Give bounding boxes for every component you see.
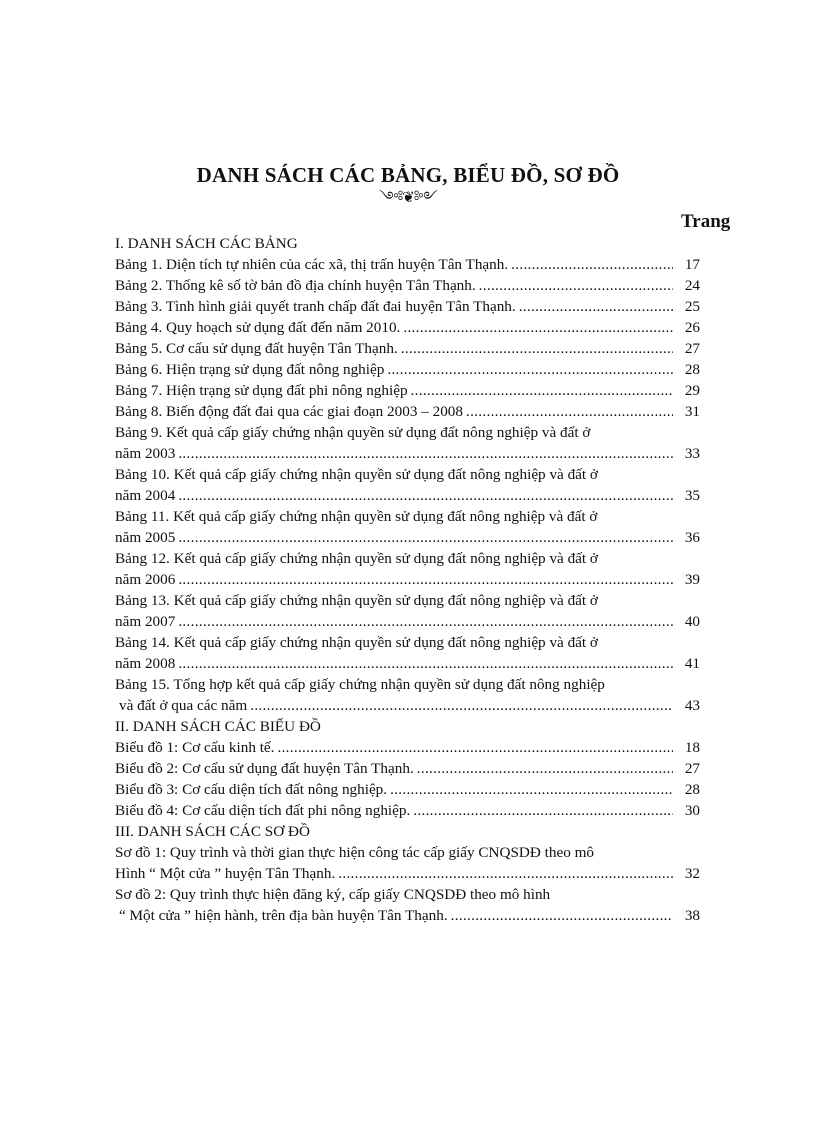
toc-entry-text: Biểu đồ 1: Cơ cấu kinh tế.: [115, 739, 275, 756]
dot-leader: [451, 905, 673, 926]
toc-entry: [115, 443, 700, 464]
toc-entry-first-line: Bảng 9. Kết quả cấp giấy chứng nhận quyền sử dụng đất nông nghiệp và đất ở: [115, 424, 591, 441]
toc-entry: [115, 485, 700, 506]
toc-entry: [115, 779, 700, 800]
toc-entry-first-line: Bảng 15. Tổng hợp kết quả cấp giấy chứng nhận quyền sử dụng đất nông nghiệp: [115, 676, 605, 693]
toc-page-number: 30: [684, 802, 700, 819]
dot-leader: [178, 653, 673, 674]
dot-leader: [277, 737, 673, 758]
dot-leader: [519, 296, 673, 317]
toc-entry-text: Biểu đồ 3: Cơ cấu diện tích đất nông nghiệp.: [115, 781, 388, 798]
toc-entry-text: năm 2004: [115, 487, 176, 504]
toc-page-number: 38: [684, 907, 700, 924]
toc-page-number: 28: [684, 781, 700, 798]
dot-leader: [338, 863, 673, 884]
toc-entry-text: Bảng 6. Hiện trạng sử dụng đất nông nghiệp: [115, 361, 385, 378]
toc-entry-text: Bảng 7. Hiện trạng sử dụng đất phi nông nghiệp: [115, 382, 408, 399]
toc-page-number: 33: [684, 445, 700, 462]
section-heading: I. DANH SÁCH CÁC BẢNG: [115, 235, 298, 252]
toc-entry-text: năm 2005: [115, 529, 176, 546]
toc-page-number: 24: [684, 277, 700, 294]
section-heading: III. DANH SÁCH CÁC SƠ ĐỒ: [115, 823, 310, 840]
dot-leader: [403, 317, 673, 338]
toc-entry: [115, 653, 700, 674]
toc-page-number: 41: [684, 655, 700, 672]
toc-entry-text: “ Một cửa ” hiện hành, trên địa bàn huyện Tân Thạnh.: [119, 907, 448, 924]
dot-leader: [417, 758, 673, 779]
toc-entry: [115, 527, 700, 548]
toc-entry: [115, 359, 700, 380]
dot-leader: [401, 338, 673, 359]
dot-leader: [466, 401, 673, 422]
toc-entry: [115, 695, 700, 716]
dot-leader: [390, 779, 673, 800]
toc-page-number: 31: [684, 403, 700, 420]
toc-page-number: 29: [684, 382, 700, 399]
toc-entry: [115, 737, 700, 758]
toc-entry: [115, 611, 700, 632]
toc-entry-text: Biểu đồ 2: Cơ cấu sử dụng đất huyện Tân Thạnh.: [115, 760, 414, 777]
dot-leader: [178, 527, 673, 548]
dot-leader: [178, 611, 673, 632]
toc-entry-text: năm 2003: [115, 445, 176, 462]
ornament-divider-icon: ༺❦༻: [379, 190, 437, 206]
dot-leader: [250, 695, 673, 716]
toc-entry-text: năm 2007: [115, 613, 176, 630]
dot-leader: [178, 485, 673, 506]
toc-entry-text: Bảng 3. Tình hình giải quyết tranh chấp đất đai huyện Tân Thạnh.: [115, 298, 516, 315]
toc-page-number: 27: [684, 760, 700, 777]
toc-page-number: 39: [684, 571, 700, 588]
toc-entry-text: Bảng 8. Biến động đất đai qua các giai đoạn 2003 – 2008: [115, 403, 463, 420]
toc-page-number: 32: [684, 865, 700, 882]
toc-entry: [115, 800, 700, 821]
dot-leader: [511, 254, 673, 275]
dot-leader: [178, 569, 673, 590]
toc-entry-first-line: Bảng 10. Kết quả cấp giấy chứng nhận quyền sử dụng đất nông nghiệp và đất ở: [115, 466, 598, 483]
toc-entry: [115, 380, 700, 401]
dot-leader: [413, 800, 673, 821]
toc-entry: [115, 317, 700, 338]
toc-page-number: 36: [684, 529, 700, 546]
toc-entry-text: năm 2006: [115, 571, 176, 588]
toc-entry: [115, 401, 700, 422]
toc-entry: [115, 905, 700, 926]
page-title: DANH SÁCH CÁC BẢNG, BIỂU ĐỒ, SƠ ĐỒ: [196, 163, 620, 187]
dot-leader: [479, 275, 673, 296]
dot-leader: [178, 443, 673, 464]
section-heading: II. DANH SÁCH CÁC BIỂU ĐỒ: [115, 718, 321, 735]
toc-entry-text: Bảng 4. Quy hoạch sử dụng đất đến năm 2010.: [115, 319, 401, 336]
dot-leader: [411, 380, 673, 401]
toc-entry: [115, 569, 700, 590]
toc-page-number: 40: [684, 613, 700, 630]
toc-entry: [115, 296, 700, 317]
toc-entry-first-line: Bảng 14. Kết quả cấp giấy chứng nhận quyền sử dụng đất nông nghiệp và đất ở: [115, 634, 598, 651]
toc-entry-first-line: Bảng 12. Kết quả cấp giấy chứng nhận quyền sử dụng đất nông nghiệp và đất ở: [115, 550, 598, 567]
toc-page-number: 43: [684, 697, 700, 714]
toc-entry-first-line: Sơ đồ 1: Quy trình và thời gian thực hiện công tác cấp giấy CNQSDĐ theo mô: [115, 844, 594, 861]
toc-entry-text: Hình “ Một cửa ” huyện Tân Thạnh.: [115, 865, 336, 882]
toc-entry: [115, 254, 700, 275]
toc-page-number: 26: [684, 319, 700, 336]
toc-entry-text: Bảng 2. Thống kê số tờ bản đồ địa chính huyện Tân Thạnh.: [115, 277, 476, 294]
toc-entry-text: Bảng 1. Diện tích tự nhiên của các xã, thị trấn huyện Tân Thạnh.: [115, 256, 509, 273]
toc-page-number: 18: [684, 739, 700, 756]
toc-page-number: 28: [684, 361, 700, 378]
toc-entry: [115, 275, 700, 296]
toc-entry-text: Biểu đồ 4: Cơ cấu diện tích đất phi nông nghiệp.: [115, 802, 411, 819]
toc-entry-text: năm 2008: [115, 655, 176, 672]
toc-entry: [115, 863, 700, 884]
toc-page-number: 17: [684, 256, 700, 273]
table-of-contents: [115, 233, 700, 926]
page-column-label: Trang: [681, 211, 731, 232]
toc-entry: [115, 338, 700, 359]
toc-entry-text: Bảng 5. Cơ cấu sử dụng đất huyện Tân Thạnh.: [115, 340, 398, 357]
toc-entry-first-line: Sơ đồ 2: Quy trình thực hiện đăng ký, cấp giấy CNQSDĐ theo mô hình: [115, 886, 551, 903]
dot-leader: [387, 359, 673, 380]
toc-entry: [115, 758, 700, 779]
toc-entry-first-line: Bảng 11. Kết quả cấp giấy chứng nhận quyền sử dụng đất nông nghiệp và đất ở: [115, 508, 598, 525]
toc-page-number: 25: [684, 298, 700, 315]
toc-page-number: 27: [684, 340, 700, 357]
toc-entry-first-line: Bảng 13. Kết quả cấp giấy chứng nhận quyền sử dụng đất nông nghiệp và đất ở: [115, 592, 598, 609]
toc-page-number: 35: [684, 487, 700, 504]
toc-entry-text: và đất ở qua các năm: [119, 697, 248, 714]
